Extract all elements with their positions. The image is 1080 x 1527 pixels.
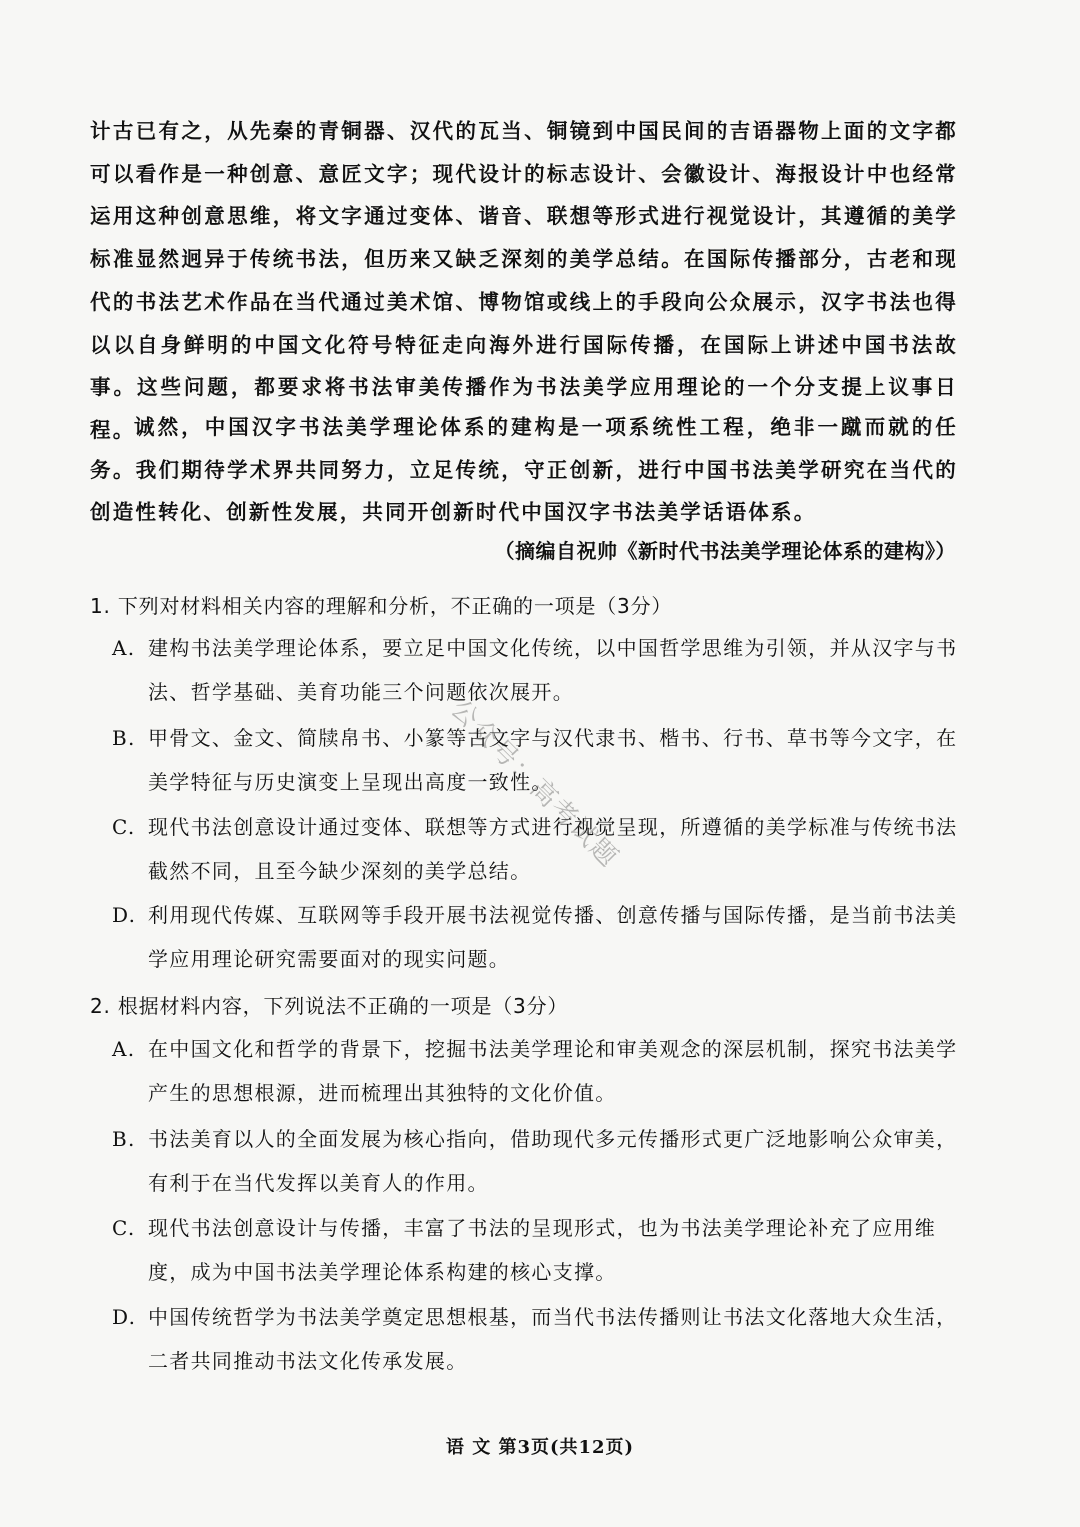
option-letter: D. — [112, 1305, 137, 1329]
option-text: 现代书法创意设计通过变体、联想等方式进行视觉呈现，所遵循的美学标准与传统书法截然不同，且至今缺少深刻的美学总结。 — [148, 815, 958, 883]
option-letter: B. — [112, 726, 136, 750]
question-2-stem: 2. 根据材料内容，下列说法不正确的一项是（3分） — [90, 994, 569, 1018]
option-letter: C. — [112, 815, 136, 839]
option-text: 建构书法美学理论体系，要立足中国文化传统，以中国哲学思维为引领，并从汉字与书法、哲学基础、美育功能三个问题依次展开。 — [148, 636, 958, 704]
question-2-option-a[interactable] — [112, 1027, 958, 1115]
option-letter: A. — [112, 636, 136, 660]
option-text: 现代书法创意设计与传播，丰富了书法的呈现形式，也为书法美学理论补充了应用维度，成为中国书法美学理论体系构建的核心支撑。 — [148, 1216, 937, 1284]
question-1-option-a[interactable] — [112, 626, 958, 714]
passage-paragraph-2: 诚然，中国汉字书法美学理论体系的建构是一项系统性工程，绝非一蹴而就的任务。我们期待学术界共同努力，立足传统，守正创新，进行中国书法美学研究在当代的创造性转化、创新性发展，共同开创新时代中国汉字书法美学话语体系。 — [90, 415, 958, 525]
option-letter: C. — [112, 1216, 136, 1240]
question-2-option-b[interactable] — [112, 1117, 958, 1205]
option-letter: D. — [112, 903, 137, 927]
option-text: 在中国文化和哲学的背景下，挖掘书法美学理论和审美观念的深层机制，探究书法美学产生的思想根源，进而梳理出其独特的文化价值。 — [148, 1037, 958, 1105]
page-footer: 语 文 第3页(共12页) — [445, 1437, 635, 1458]
option-letter: B. — [112, 1127, 136, 1151]
option-text: 利用现代传媒、互联网等手段开展书法视觉传播、创意传播与国际传播，是当前书法美学应用理论研究需要面对的现实问题。 — [148, 903, 958, 971]
option-text: 书法美育以人的全面发展为核心指向，借助现代多元传播形式更广泛地影响公众审美，有利于在当代发挥以美育人的作用。 — [148, 1127, 958, 1195]
question-2-option-c[interactable] — [112, 1206, 958, 1294]
question-1-stem: 1. 下列对材料相关内容的理解和分析，不正确的一项是（3分） — [90, 594, 673, 618]
passage-source: （摘编自祝帅《新时代书法美学理论体系的建构》） — [494, 539, 956, 563]
option-text: 甲骨文、金文、简牍帛书、小篆等古文字与汉代隶书、楷书、行书、草书等今文字，在美学特征与历史演变上呈现出高度一致性。 — [148, 726, 958, 794]
option-letter: A. — [112, 1037, 136, 1061]
question-1-option-d[interactable] — [112, 893, 958, 981]
question-2-option-d[interactable] — [112, 1295, 958, 1383]
question-1-option-c[interactable] — [112, 805, 958, 893]
option-text: 中国传统哲学为书法美学奠定思想根基，而当代书法传播则让书法文化落地大众生活，二者共同推动书法文化传承发展。 — [148, 1305, 958, 1373]
watermark: 公众号：高考试题 — [444, 694, 625, 874]
passage-paragraph-1: 计古已有之，从先秦的青铜器、汉代的瓦当、铜镜到中国民间的吉语器物上面的文字都可以看作是一种创意、意匠文字；现代设计的标志设计、会徽设计、海报设计中也经常运用这种创意思维，将文字通过变体、谐音、联想等形式进行视觉设计，其遵循的美学标准显然迥异于传统书法，但历来又缺乏深刻的美学总结。在国际传播部分，古老和现代的书法艺术作品在当代通过美术馆、博物馆或线上的手段向公众展示，汉字书法也得以以自身鲜明的中国文化符号特征走向海外进行国际传播，在国际上讲述中国书法故事。这些问题，都要求将书法审美传播作为书法美学应用理论的一个分支提上议事日程。 — [90, 119, 958, 442]
